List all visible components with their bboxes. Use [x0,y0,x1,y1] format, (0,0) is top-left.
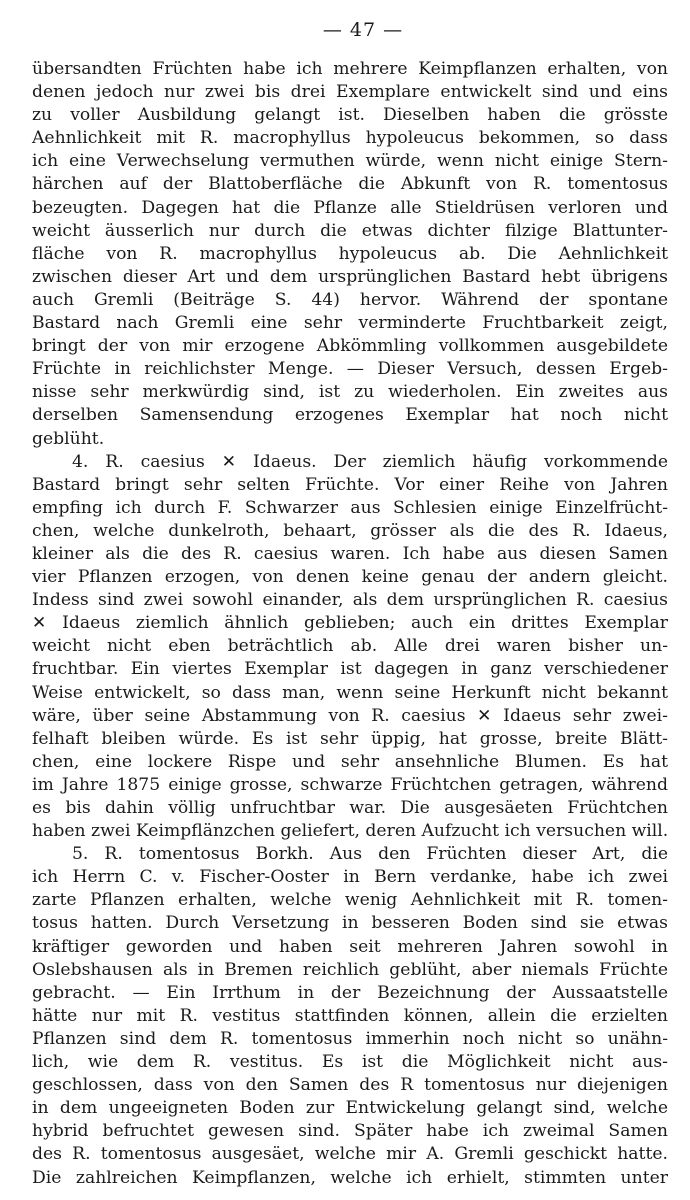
text-line: geschlossen, dass von den Samen des R tomentosus nur diejenigen [32,1075,668,1096]
text-line: Aehnlichkeit mit R. macrophyllus hypoleucus bekommen, so dass [32,128,668,149]
text-line: übersandten Früchten habe ich mehrere Keimpflanzen erhalten, von [32,59,668,79]
text-line: chen, eine lockere Rispe und sehr ansehnliche Blumen. Es hat [32,751,668,772]
text-line: lich, wie dem R. vestitus. Es ist die Möglichkeit nicht aus- [32,1052,668,1073]
text-line: in dem ungeeigneten Boden zur Entwickelung gelangt sind, welche [32,1098,668,1119]
text-line: 5. R. tomentosus Borkh. Aus den Früchten dieser Art, die [72,844,668,865]
paragraph-continuation [32,58,668,451]
text-line: nisse sehr merkwürdig sind, ist zu wiederholen. Ein zweites aus [32,382,668,403]
text-line: wäre, über seine Abstammung von R. caesius ✕ Idaeus sehr zwei- [32,705,668,726]
text-line: derselben Samensendung erzogenes Exemplar hat noch nicht [32,405,668,426]
text-line: empfing ich durch F. Schwarzer aus Schlesien einige Einzelfrücht- [32,497,668,518]
text-line: chen, welche dunkelroth, behaart, grösser als die des R. Idaeus, [32,520,668,541]
text-line: weicht nicht eben beträchtlich ab. Alle drei waren bisher un- [32,636,668,657]
text-line: fruchtbar. Ein viertes Exemplar ist dagegen in ganz verschiedener [32,659,668,680]
text-line: im Jahre 1875 einige grosse, schwarze Früchtchen getragen, während [32,774,668,795]
text-line: kräftiger geworden und haben seit mehreren Jahren sowohl in [32,936,668,957]
text-line: des R. tomentosus ausgesäet, welche mir A. Gremli geschickt hatte. [32,1144,668,1165]
text-line: Bastard bringt sehr selten Früchte. Vor einer Reihe von Jahren [32,474,668,495]
text-line: haben zwei Keimpflänzchen geliefert, deren Aufzucht ich versuchen will. [32,821,669,842]
text-line: zu voller Ausbildung gelangt ist. Dieselben haben die grösste [32,105,668,126]
text-line: bezeugten. Dagegen hat die Pflanze alle Stieldrüsen verloren und [32,197,668,218]
text-line: es bis dahin völlig unfruchtbar war. Die ausgesäeten Früchtchen [32,798,668,818]
text-line: bringt der von mir erzogene Abkömmling vollkommen ausgebildete [32,336,668,357]
text-line: hätte nur mit R. vestitus stattfinden können, allein die erzielten [32,1005,668,1026]
paragraph-caesius-idaeus [32,451,668,844]
text-line: Pflanzen sind dem R. tomentosus immerhin noch nicht so unähn- [32,1028,668,1049]
text-line: 4. R. caesius ✕ Idaeus. Der ziemlich häufig vorkommende [72,451,668,472]
book-page [32,16,668,1190]
text-line: Früchte in reichlichster Menge. — Dieser Versuch, dessen Ergeb- [32,359,668,380]
text-line: denen jedoch nur zwei bis drei Exemplare entwickelt sind und eins [32,82,668,103]
text-line: Bastard nach Gremli eine sehr verminderte Fruchtbarkeit zeigt, [32,313,668,334]
text-line: Oslebshausen als in Bremen reichlich geblüht, aber niemals Früchte [32,959,668,980]
text-line: auch Gremli (Beiträge S. 44) hervor. Während der spontane [32,289,668,310]
text-line: ✕ Idaeus ziemlich ähnlich geblieben; auch ein drittes Exemplar [32,613,668,634]
body-text [32,58,668,1190]
text-line: gebracht. — Ein Irrthum in der Bezeichnung der Aussaatstelle [32,982,668,1003]
text-line: hybrid befruchtet gewesen sind. Später habe ich zweimal Samen [32,1121,668,1142]
paragraph-tomentosus [32,843,668,1189]
text-line: weicht äusserlich nur durch die etwas dichter filzige Blattunter- [32,220,668,241]
text-line: geblüht. [32,428,105,449]
text-line: Indess sind zwei sowohl einander, als dem ursprünglichen R. caesius [32,590,668,611]
text-line: härchen auf der Blattoberfläche die Abkunft von R. tomentosus [32,174,668,195]
text-line: zarte Pflanzen erhalten, welche wenig Aehnlichkeit mit R. tomen- [32,890,668,911]
text-line: Weise entwickelt, so dass man, wenn seine Herkunft nicht bekannt [32,682,668,703]
text-line: ich eine Verwechselung vermuthen würde, wenn nicht einige Stern- [32,151,668,172]
text-line: felhaft bleiben würde. Es ist sehr üppig, hat grosse, breite Blätt- [32,728,668,749]
text-line: tosus hatten. Durch Versetzung in besseren Boden sind sie etwas [32,913,668,934]
text-line: fläche von R. macrophyllus hypoleucus ab. Die Aehnlichkeit [32,243,668,264]
text-line: Die zahlreichen Keimpflanzen, welche ich erhielt, stimmten unter [32,1167,668,1188]
text-line: zwischen dieser Art und dem ursprünglichen Bastard hebt übrigens [32,266,668,287]
text-line: vier Pflanzen erzogen, von denen keine genau der andern gleicht. [32,567,668,588]
page-number: — 47 — [322,19,404,41]
text-line: ich Herrn C. v. Fischer-Ooster in Bern verdanke, habe ich zwei [32,867,668,888]
text-line: kleiner als die des R. caesius waren. Ich habe aus diesen Samen [32,543,668,564]
